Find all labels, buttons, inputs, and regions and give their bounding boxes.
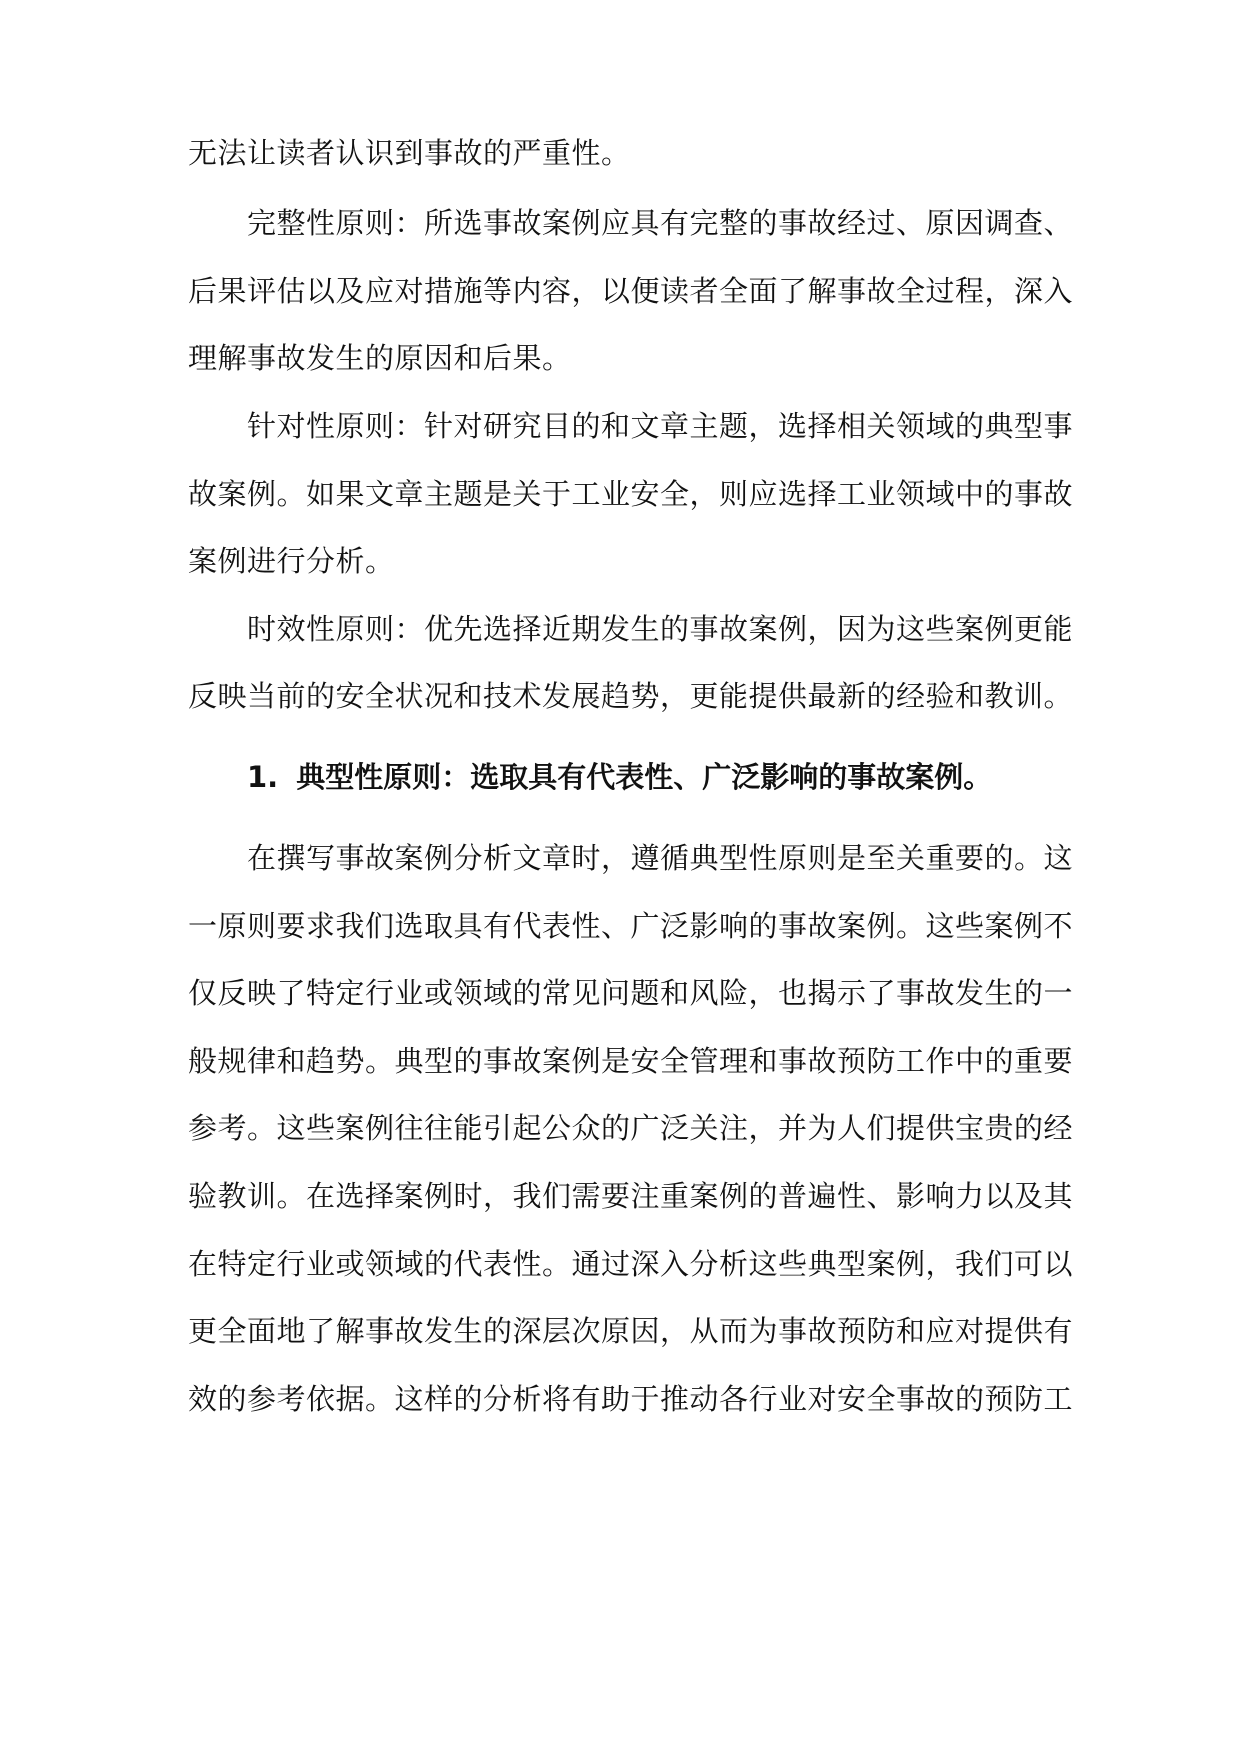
paragraph-line: 案例进行分析。 — [188, 544, 395, 578]
paragraph-line: 在撰写事故案例分析文章时，遵循典型性原则是至关重要的。这 — [247, 841, 1074, 875]
section-heading — [247, 757, 992, 797]
paragraph-line: 更全面地了解事故发生的深层次原因，从而为事故预防和应对提供有 — [188, 1314, 1074, 1348]
paragraph-line: 无法让读者认识到事故的严重性。 — [188, 136, 631, 170]
heading-number: 1. — [247, 760, 279, 794]
heading-text: 典型性原则：选取具有代表性、广泛影响的事故案例。 — [296, 760, 993, 794]
paragraph-line: 理解事故发生的原因和后果。 — [188, 341, 572, 375]
paragraph-line: 验教训。在选择案例时，我们需要注重案例的普遍性、影响力以及其 — [188, 1179, 1074, 1213]
paragraph-line: 针对性原则：针对研究目的和文章主题，选择相关领域的典型事 — [247, 409, 1074, 443]
paragraph-line: 般规律和趋势。典型的事故案例是安全管理和事故预防工作中的重要 — [188, 1044, 1074, 1078]
paragraph-line: 效的参考依据。这样的分析将有助于推动各行业对安全事故的预防工 — [188, 1382, 1074, 1416]
paragraph-line: 仅反映了特定行业或领域的常见问题和风险，也揭示了事故发生的一 — [188, 976, 1074, 1010]
paragraph-line: 反映当前的安全状况和技术发展趋势，更能提供最新的经验和教训。 — [188, 679, 1074, 713]
paragraph-line: 在特定行业或领域的代表性。通过深入分析这些典型案例，我们可以 — [188, 1247, 1074, 1281]
paragraph-line: 后果评估以及应对措施等内容，以便读者全面了解事故全过程，深入 — [188, 274, 1074, 308]
paragraph-line: 时效性原则：优先选择近期发生的事故案例，因为这些案例更能 — [247, 612, 1074, 646]
paragraph-line: 一原则要求我们选取具有代表性、广泛影响的事故案例。这些案例不 — [188, 909, 1074, 943]
paragraph-line: 完整性原则：所选事故案例应具有完整的事故经过、原因调查、 — [247, 206, 1074, 240]
paragraph-line: 故案例。如果文章主题是关于工业安全，则应选择工业领域中的事故 — [188, 477, 1074, 511]
paragraph-line: 参考。这些案例往往能引起公众的广泛关注，并为人们提供宝贵的经 — [188, 1111, 1074, 1145]
